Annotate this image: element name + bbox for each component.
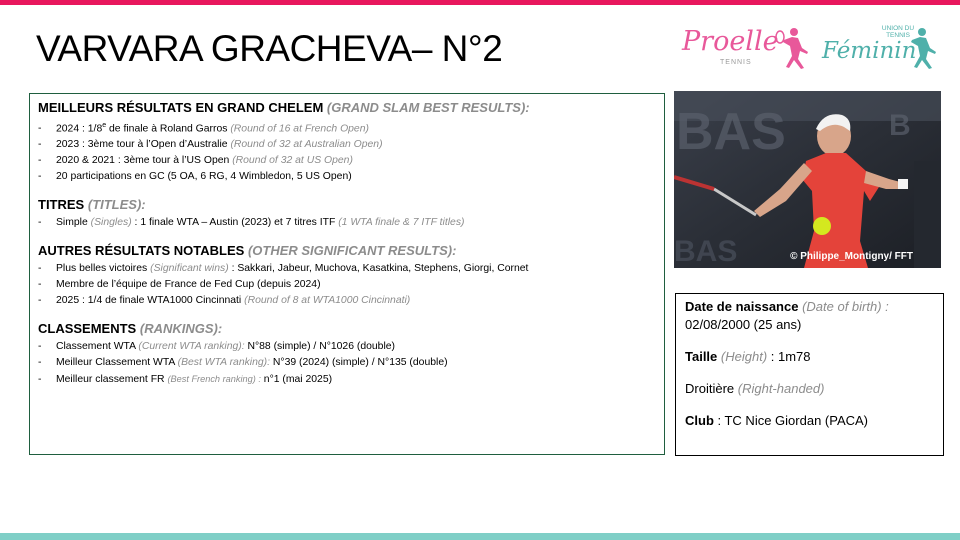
titles-heading: TITRES (TITLES): bbox=[38, 197, 146, 213]
proelle-logo-script: Proelle bbox=[682, 26, 779, 57]
svg-text:BAS: BAS bbox=[674, 235, 738, 268]
union-tennis-feminin-logo bbox=[818, 24, 940, 72]
bottom-accent-bar bbox=[0, 533, 960, 540]
list-item: - Meilleur classement FR (Best French ranking) : n°1 (mai 2025) bbox=[38, 374, 333, 386]
list-item: - 20 participations en GC (5 OA, 6 RG, 4 Wimbledon, 5 US Open) bbox=[38, 171, 352, 183]
player-photo bbox=[674, 91, 941, 268]
rankings-heading: CLASSEMENTS (RANKINGS): bbox=[38, 321, 223, 337]
other-results-list bbox=[38, 261, 656, 309]
tennis-player-teal-icon bbox=[904, 26, 938, 70]
tennis-player-pink-icon bbox=[774, 26, 812, 70]
birth-date-row: Date de naissance (Date of birth) : bbox=[685, 299, 889, 314]
photo-credit: © Philippe_Montigny/ FFT bbox=[790, 251, 913, 262]
proelle-tennis-logo bbox=[678, 24, 813, 72]
titles-list bbox=[38, 215, 656, 231]
proelle-logo-sub: TENNIS bbox=[720, 59, 752, 66]
sponsor-logos bbox=[678, 24, 940, 72]
list-item: - 2020 & 2021 : 3ème tour à l’US Open (Round of 32 at US Open) bbox=[38, 155, 353, 167]
rankings-list bbox=[38, 339, 656, 388]
list-item: - 2025 : 1/4 de finale WTA1000 Cincinnati (Round of 8 at WTA1000 Cincinnati) bbox=[38, 295, 411, 307]
list-item: - Plus belles victoires (Significant wins) : Sakkari, Jabeur, Muchova, Kasatkina, Stephens, Giorgi, Cornet bbox=[38, 263, 529, 275]
union-logo-script: Féminin bbox=[822, 38, 917, 64]
player-photo-illustration bbox=[674, 91, 941, 268]
list-item: - Membre de l’équipe de France de Fed Cup (depuis 2024) bbox=[38, 279, 321, 291]
page-title: VARVARA GRACHEVA– N°2 bbox=[36, 28, 503, 69]
list-item: - Meilleur Classement WTA (Best WTA ranking): N°39 (2024) (simple) / N°135 (double) bbox=[38, 357, 448, 369]
handedness-row: Droitière (Right-handed) bbox=[685, 381, 825, 396]
union-logo-small: UNION DU TENNIS bbox=[881, 25, 915, 39]
club-row: Club : TC Nice Giordan (PACA) bbox=[685, 413, 869, 428]
svg-text:B: B bbox=[889, 109, 911, 142]
player-info-panel bbox=[675, 293, 944, 456]
birth-date-value: 02/08/2000 (25 ans) bbox=[685, 317, 802, 332]
list-item: - Classement WTA (Current WTA ranking): N°88 (simple) / N°1026 (double) bbox=[38, 341, 395, 353]
grand-slam-list bbox=[38, 118, 656, 185]
top-accent-bar bbox=[0, 0, 960, 5]
list-item: - 2023 : 3ème tour à l’Open d’Australie (Round of 32 at Australian Open) bbox=[38, 139, 383, 151]
height-row: Taille (Height) : 1m78 bbox=[685, 349, 811, 364]
results-panel bbox=[29, 93, 665, 455]
other-results-heading: AUTRES RÉSULTATS NOTABLES (OTHER SIGNIFICANT RESULTS): bbox=[38, 243, 457, 259]
svg-text:BAS: BAS bbox=[676, 103, 786, 161]
list-item: - 2024 : 1/8e de finale à Roland Garros (Round of 16 at French Open) bbox=[38, 122, 369, 135]
list-item: - Simple (Singles) : 1 finale WTA – Austin (2023) et 7 titres ITF (1 WTA finale & 7 ITF titles) bbox=[38, 217, 465, 229]
grand-slam-heading: MEILLEURS RÉSULTATS EN GRAND CHELEM (GRAND SLAM BEST RESULTS): bbox=[38, 100, 530, 115]
